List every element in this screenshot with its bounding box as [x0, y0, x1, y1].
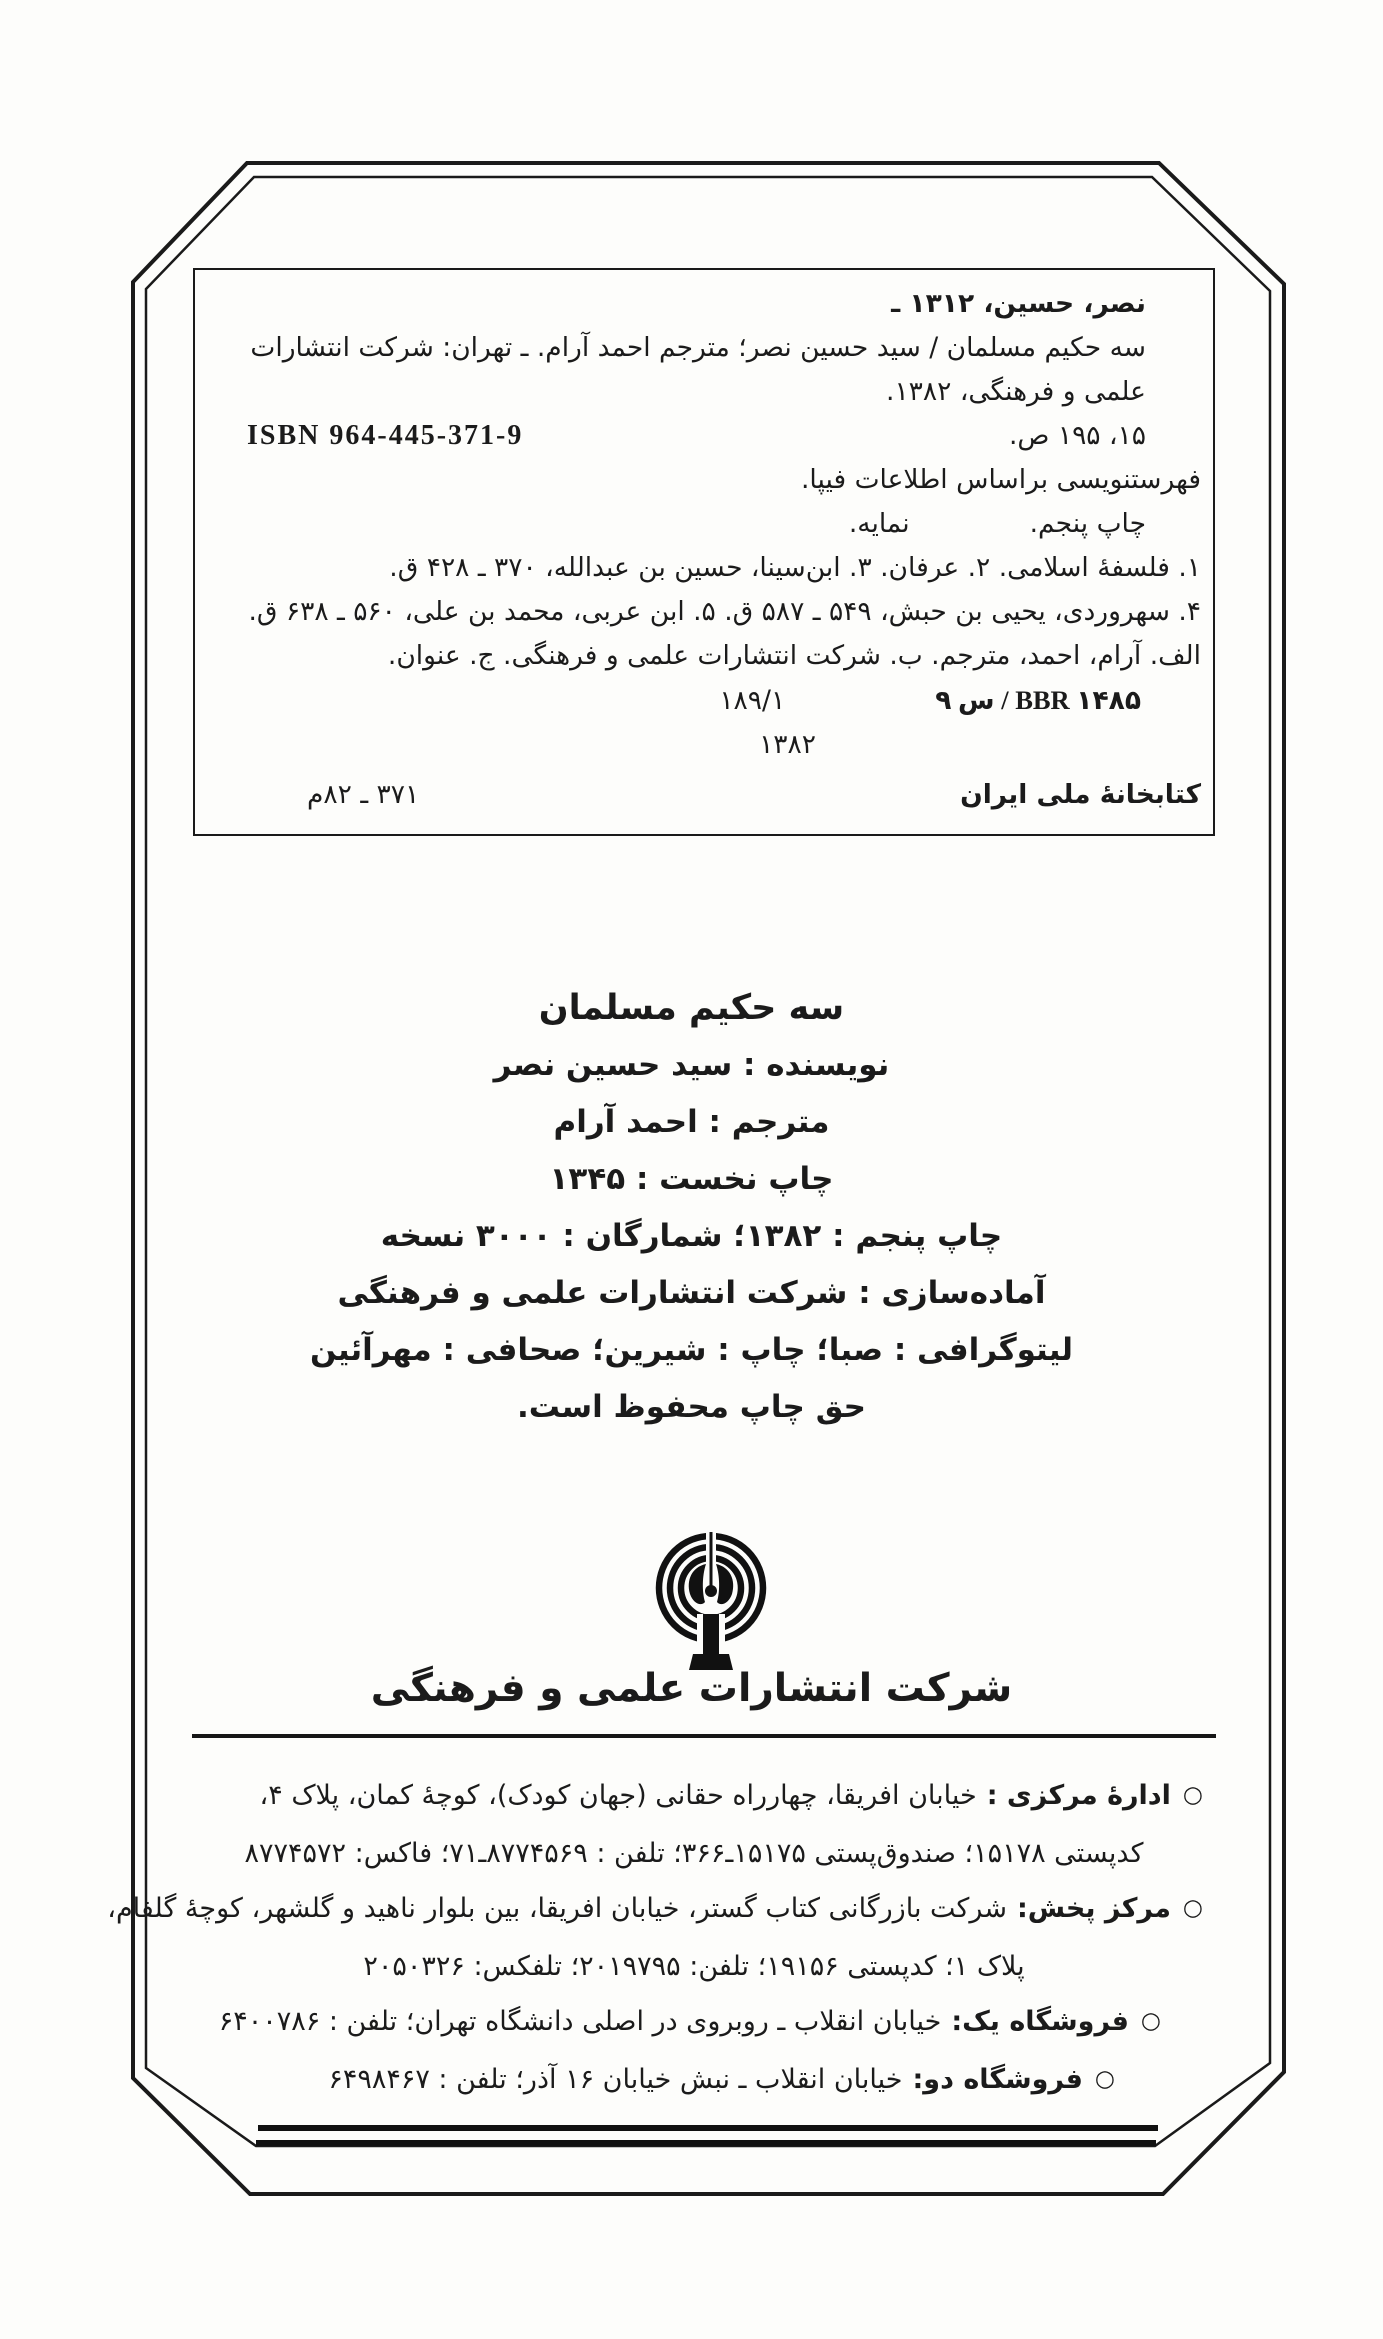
cip-edition-note: چاپ پنجم. [1029, 508, 1146, 539]
cip-index-note: نمایه. [848, 508, 910, 539]
cip-added-entries: الف. آرام، احمد، مترجم. ب. شرکت انتشارات علمی و فرهنگی. ج. عنوان. [387, 640, 1201, 671]
cip-title-statement: سه حکیم مسلمان / سید حسین نصر؛ مترجم احمد آرام. ـ تهران: شرکت انتشارات [250, 332, 1146, 363]
contact-store-two-label: فروشگاه دو: [912, 2063, 1083, 2095]
book-fifth-print-line: چاپ پنجم : ۱۳۸۲؛ شمارگان : ۳۰۰۰ نسخه [380, 1218, 1003, 1254]
book-info-block [0, 980, 1383, 1436]
publisher-name: شرکت انتشارات علمی و فرهنگی [370, 1666, 1013, 1711]
circle-bullet-icon: ○ [1182, 1895, 1203, 1921]
cip-national-library: کتابخانهٔ ملی ایران [960, 779, 1201, 810]
contact-store-two-text: خیابان انقلاب ـ نبش خیابان ۱۶ آذر؛ تلفن : ۶۴۹۸۴۶۷ [328, 2063, 903, 2095]
cip-subjects-2: ۴. سهروردی، یحیی بن حبش، ۵۴۹ ـ ۵۸۷ ق. ۵. ابن عربی، محمد بن علی، ۵۶۰ ـ ۶۳۸ ق. [248, 596, 1201, 627]
book-title: سه حکیم مسلمان [538, 988, 845, 1028]
publisher-divider-rule [192, 1734, 1216, 1738]
cip-dewey-number: ۱۸۹/۱ [719, 685, 786, 716]
contact-head-office-label: ادارهٔ مرکزی : [986, 1780, 1171, 1811]
book-preparation-line: آماده‌سازی : شرکت انتشارات علمی و فرهنگی [337, 1275, 1046, 1311]
contacts-block [107, 1768, 1203, 2109]
cip-cataloging-note: فهرستنویسی براساس اطلاعات فیپا. [800, 464, 1201, 495]
contact-head-office-text: خیابان افریقا، چهارراه حقانی (جهان کودک)، کوچهٔ کمان، پلاک ۴، [259, 1780, 977, 1811]
contact-store-one-label: فروشگاه یک: [951, 2006, 1129, 2037]
cip-call-number: BBR ۱۴۸۵ / س ۹ [935, 685, 1141, 715]
book-copyright-line: حق چاپ محفوظ است. [517, 1389, 866, 1425]
contact-head-office-cont [185, 1826, 1203, 1882]
contact-head-office [185, 1768, 1203, 1826]
contact-head-office-cont-text: کدپستی ۱۵۱۷۸؛ صندوق‌پستی ۱۵۱۷۵ـ۳۶۶؛ تلفن : ۸۷۷۴۵۶۹ـ۷۱؛ فاکس: ۸۷۷۴۵۷۲ [244, 1837, 1144, 1869]
contact-distribution-label: مرکز پخش: [1016, 1893, 1171, 1924]
cip-classification-row [207, 678, 1201, 723]
contact-store-one-text: خیابان انقلاب ـ روبروی در اصلی دانشگاه تهران؛ تلفن : ۶۴۰۰۷۸۶ [218, 2006, 942, 2037]
cip-subjects-1: ۱. فلسفهٔ اسلامی. ۲. عرفان. ۳. ابن‌سینا، حسین بن عبدالله، ۳۷۰ ـ ۴۲۸ ق. [389, 552, 1201, 583]
contact-distribution-cont-text: پلاک ۱؛ کدپستی ۱۹۱۵۶؛ تلفن: ۲۰۱۹۷۹۵؛ تلفکس: ۲۰۵۰۳۲۶ [363, 1950, 1025, 1982]
cip-national-library-row [207, 773, 1201, 817]
contact-distribution-text: شرکت بازرگانی کتاب گستر، خیابان افریقا، بین بلوار ناهید و گلشهر، کوچهٔ گلفام، [107, 1893, 1007, 1924]
book-first-print-line: چاپ نخست : ۱۳۴۵ [549, 1161, 834, 1197]
circle-bullet-icon: ○ [1094, 2065, 1115, 2092]
book-author-line: نویسنده : سید حسین نصر [493, 1047, 890, 1083]
contact-store-two [185, 2052, 1203, 2110]
contact-distribution-center [107, 1881, 1203, 1939]
book-translator-line: مترجم : احمد آرام [553, 1104, 830, 1140]
cip-box [193, 268, 1215, 836]
circle-bullet-icon: ○ [1182, 1782, 1203, 1808]
book-production-line: لیتوگرافی : صبا؛ چاپ : شیرین؛ صحافی : مهرآئین [309, 1332, 1073, 1368]
cip-author-heading: نصر، حسین، ۱۳۱۲ ـ [891, 288, 1146, 319]
contact-distribution-cont [185, 1939, 1203, 1995]
publisher-logo-pen-emblem-icon [646, 1530, 776, 1672]
cip-collation: ۱۵، ۱۹۵ ص. [1008, 420, 1146, 451]
cip-collation-row [207, 414, 1201, 458]
cip-isbn: ISBN 964-445-371-9 [247, 420, 524, 451]
cip-notes-row [207, 502, 1201, 546]
cip-record-number: ۳۷۱ ـ ۸۲م [307, 779, 420, 810]
circle-bullet-icon: ○ [1140, 2008, 1161, 2034]
cip-title-statement-cont: علمی و فرهنگی، ۱۳۸۲. [886, 376, 1146, 407]
contact-store-one [185, 1994, 1203, 2052]
cip-year: ۱۳۸۲ [759, 729, 816, 760]
